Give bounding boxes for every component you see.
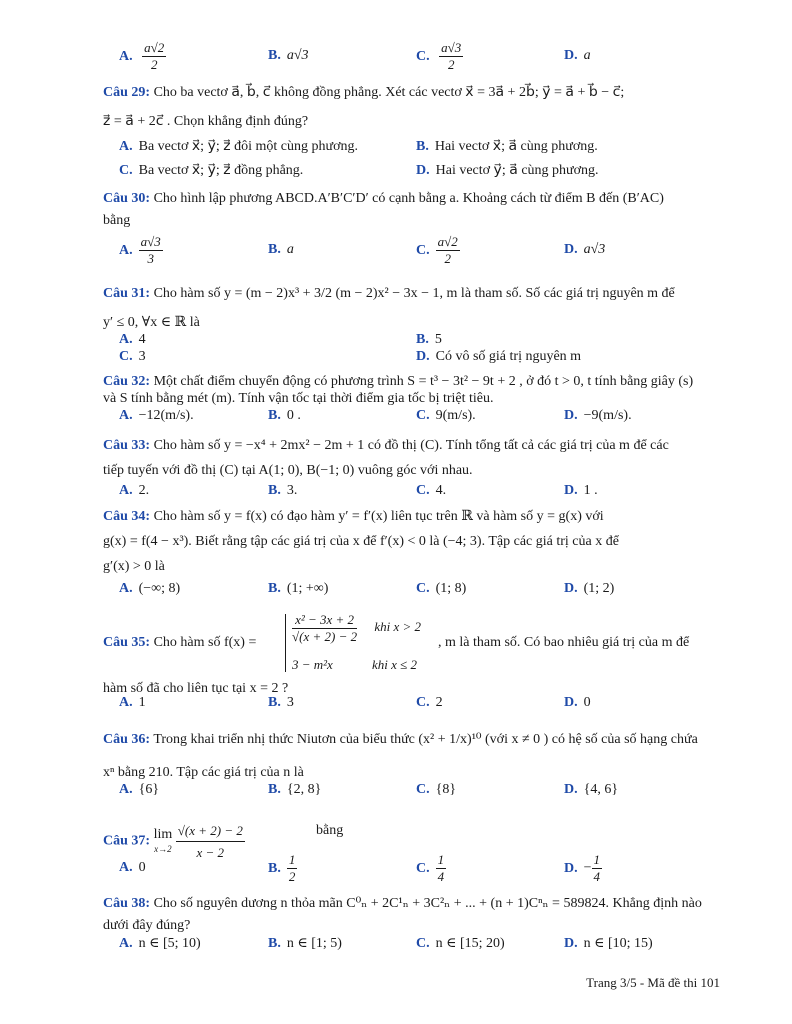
option-letter: B.	[268, 936, 281, 951]
question-36	[103, 729, 723, 750]
option-text: 0	[583, 695, 591, 710]
question-text: hàm số đã cho liên tục tại x = 2 ?	[103, 681, 289, 696]
question-label: Câu 31:	[103, 286, 151, 301]
option-letter: C.	[416, 782, 430, 797]
option-letter: B.	[268, 860, 281, 876]
option-letter: A.	[119, 408, 133, 423]
q38-option-a	[119, 935, 201, 952]
question-text: Cho số nguyên dương n thỏa mãn C⁰ₙ + 2C¹ₙ + 3C²ₙ + ... + (n + 1)Cⁿₙ = 589824. Khẳng định nào	[153, 896, 702, 911]
question-33-line2	[103, 460, 723, 481]
question-label: Câu 35:	[103, 635, 151, 650]
q28-option-b	[268, 48, 309, 64]
question-text: g(x) = f(4 − x³). Biết rằng tập các giá trị của x để f′(x) < 0 là (−4; 3). Tập các giá trị của x để	[103, 534, 619, 549]
option-text: 2	[435, 695, 443, 710]
option-letter: D.	[416, 349, 430, 364]
option-letter: B.	[268, 483, 281, 498]
option-letter: B.	[268, 48, 281, 63]
question-label: Câu 33:	[103, 438, 151, 453]
option-letter: B.	[416, 139, 429, 154]
option-letter: C.	[119, 349, 133, 364]
question-label: Câu 32:	[103, 374, 151, 389]
question-text: g′(x) > 0 là	[103, 559, 165, 574]
fraction: $\frac{1}{4}$	[437, 852, 445, 884]
question-33	[103, 435, 723, 456]
option-letter: C.	[416, 242, 430, 258]
q32-option-c	[416, 408, 476, 424]
option-text: 2.	[138, 483, 150, 498]
fraction: $\frac{a√2}{2}$	[437, 234, 458, 266]
question-label: Câu 36:	[103, 732, 151, 747]
question-31	[103, 283, 723, 304]
option-text: Ba vectơ x⃗; y⃗; z⃗ đồng phẳng.	[138, 163, 304, 178]
option-text: 0 .	[286, 408, 301, 423]
option-letter: D.	[564, 782, 578, 797]
q28-option-d	[564, 48, 591, 64]
q34-option-c	[416, 581, 466, 597]
question-label: Câu 37:	[103, 833, 151, 849]
q31-option-c	[119, 349, 146, 365]
option-letter: C.	[416, 483, 430, 498]
piecewise-case-1	[292, 612, 421, 645]
option-text: 4.	[435, 483, 447, 498]
q29-option-b	[416, 138, 598, 155]
option-text: 1	[138, 695, 146, 710]
question-37-post	[316, 820, 376, 841]
option-text: n ∈ [10; 15)	[583, 936, 653, 951]
option-text: {2, 8}	[286, 782, 322, 797]
question-34-line3	[103, 556, 723, 577]
option-letter: A.	[119, 581, 133, 596]
option-letter: C.	[416, 581, 430, 596]
option-text: 4	[138, 332, 146, 347]
option-text: Ba vectơ x⃗; y⃗; z⃗ đôi một cùng phương.	[138, 139, 358, 154]
q33-option-d	[564, 483, 598, 499]
q31-option-d	[416, 349, 581, 365]
question-text: , m là tham số. Có bao nhiêu giá trị của m để	[438, 635, 690, 650]
option-text: 3	[138, 349, 146, 364]
option-letter: D.	[564, 860, 578, 876]
q34-option-d	[564, 581, 614, 597]
option-letter: C.	[416, 48, 430, 64]
q32-option-a	[119, 408, 194, 424]
option-text: n ∈ [1; 5)	[286, 936, 342, 951]
q29-option-a	[119, 138, 358, 155]
question-label: Câu 38:	[103, 896, 151, 911]
question-text: dưới đây đúng?	[103, 918, 191, 933]
case-expression: 3 − m²x	[292, 657, 333, 672]
option-letter: B.	[268, 581, 281, 596]
option-letter: A.	[119, 139, 133, 154]
option-text: 3	[286, 695, 294, 710]
q37-option-a	[119, 860, 146, 876]
q37-option-c	[416, 852, 446, 885]
q35-option-d	[564, 695, 591, 711]
option-text: Hai vectơ y⃗; a⃗ cùng phương.	[435, 163, 599, 178]
question-35	[103, 632, 283, 653]
question-text: Cho hình lập phương ABCD.A′B′C′D′ có cạnh bằng a. Khoảng cách từ điểm B đến (B′AC)	[153, 191, 664, 206]
option-text: n ∈ [15; 20)	[435, 936, 505, 951]
option-text: Có vô số giá trị nguyên m	[435, 349, 582, 364]
q31-option-a	[119, 332, 146, 348]
q30-option-c	[416, 234, 460, 267]
q29-option-d	[416, 162, 599, 179]
option-text: 9(m/s).	[435, 408, 476, 423]
case-condition: khi x ≤ 2	[372, 657, 418, 672]
option-text: a√3	[583, 242, 606, 257]
q33-option-c	[416, 483, 446, 499]
question-text: Trong khai triển nhị thức Niutơn của biểu thức (x² + 1/x)¹⁰ (với x ≠ 0 ) có hệ số của số hạng chứa	[153, 732, 698, 747]
q36-option-d	[564, 782, 618, 798]
question-32-line2	[103, 388, 723, 409]
option-letter: D.	[564, 483, 578, 498]
question-text: bằng	[316, 823, 344, 838]
option-text: 1 .	[583, 483, 598, 498]
question-29-line2	[103, 111, 723, 132]
q36-option-c	[416, 782, 456, 798]
option-letter: D.	[564, 242, 578, 257]
q34-option-a	[119, 581, 180, 597]
question-text: Cho hàm số y = −x⁴ + 2mx² − 2m + 1 có đồ thị (C). Tính tổng tất cả các giá trị của m để các	[153, 438, 669, 453]
option-letter: A.	[119, 782, 133, 797]
q30-option-b	[268, 242, 294, 258]
q29-option-c	[119, 162, 303, 179]
option-letter: D.	[416, 163, 430, 178]
question-35-line2	[103, 678, 723, 699]
question-text: z⃗ = a⃗ + 2c⃗ . Chọn khẳng định đúng?	[103, 114, 309, 129]
q38-option-d	[564, 935, 653, 952]
question-label: Câu 34:	[103, 509, 151, 524]
q36-option-a	[119, 782, 159, 798]
question-text: Cho hàm số y = (m − 2)x³ + 3/2 (m − 2)x² − 3x − 1, m là tham số. Số các giá trị nguyên m để	[153, 286, 675, 301]
option-letter: C.	[416, 695, 430, 710]
q32-option-d	[564, 408, 632, 424]
minus-sign: −	[583, 860, 592, 876]
question-34	[103, 506, 723, 527]
question-text: Một chất điểm chuyển động có phương trình S = t³ − 3t² − 9t + 2 , ở đó t > 0, t tính bằng giây (s)	[153, 374, 694, 389]
option-letter: A.	[119, 242, 133, 258]
question-label: Câu 30:	[103, 191, 151, 206]
option-letter: A.	[119, 332, 133, 347]
option-text: {6}	[138, 782, 160, 797]
option-text: {8}	[435, 782, 457, 797]
question-35-post	[438, 632, 723, 653]
option-text: (1; 2)	[583, 581, 615, 596]
fraction: $\frac{1}{4}$	[593, 852, 601, 884]
option-text: 0	[138, 860, 146, 875]
question-38-line2	[103, 915, 723, 936]
q32-option-b	[268, 408, 301, 424]
option-letter: D.	[564, 48, 578, 63]
question-text: Cho hàm số f(x) =	[153, 635, 257, 650]
page-footer: Trang 3/5 - Mã đề thi 101	[586, 975, 720, 990]
q34-option-b	[268, 581, 328, 597]
fraction: $\frac{√(x + 2) - 2}{x - 2}$	[176, 820, 245, 863]
q33-option-b	[268, 483, 297, 499]
piecewise-brace	[285, 614, 292, 672]
option-text: {4, 6}	[583, 782, 619, 797]
q37-option-d	[564, 852, 602, 885]
option-text: (1; +∞)	[286, 581, 329, 596]
q35-option-b	[268, 695, 294, 711]
option-text: −12(m/s).	[138, 408, 194, 423]
q35-option-c	[416, 695, 443, 711]
option-letter: A.	[119, 48, 133, 64]
option-text: a	[583, 48, 591, 63]
option-text: n ∈ [5; 10)	[138, 936, 201, 951]
option-letter: C.	[416, 936, 430, 951]
option-letter: B.	[268, 408, 281, 423]
q30-option-a	[119, 234, 163, 267]
option-letter: D.	[564, 695, 578, 710]
q35-option-a	[119, 695, 146, 711]
option-letter: A.	[119, 860, 133, 875]
option-text: a√3	[286, 48, 309, 63]
option-letter: B.	[416, 332, 429, 347]
q33-option-a	[119, 483, 149, 499]
fraction: $\frac{1}{2}$	[288, 852, 296, 884]
option-letter: B.	[268, 242, 281, 257]
option-letter: D.	[564, 936, 578, 951]
question-34-line2	[103, 531, 723, 552]
q38-option-c	[416, 935, 505, 952]
q30-option-d	[564, 242, 605, 258]
option-text: a	[286, 242, 294, 257]
option-letter: B.	[268, 782, 281, 797]
question-text: Cho hàm số y = f(x) có đạo hàm y′ = f′(x) liên tục trên ℝ và hàm số y = g(x) với	[153, 509, 604, 524]
option-text: 5	[434, 332, 442, 347]
question-text: và S tính bằng mét (m). Tính vận tốc tại thời điểm gia tốc bị triệt tiêu.	[103, 391, 494, 406]
q37-option-b	[268, 852, 297, 885]
question-30-line2	[103, 210, 723, 231]
fraction: $\frac{a√3}{3}$	[140, 234, 161, 266]
option-text: (1; 8)	[435, 581, 467, 596]
question-36-line2	[103, 762, 723, 783]
question-30	[103, 188, 723, 209]
piecewise-case-2	[292, 657, 418, 673]
option-text: 3.	[286, 483, 298, 498]
option-letter: D.	[564, 581, 578, 596]
question-text: Cho ba vectơ a⃗, b⃗, c⃗ không đồng phẳng. Xét các vectơ x⃗ = 3a⃗ + 2b⃗; y⃗ = a⃗ + b⃗ − c⃗;	[153, 85, 625, 100]
option-letter: C.	[416, 860, 430, 876]
question-29	[103, 82, 723, 103]
option-letter: B.	[268, 695, 281, 710]
question-31-line2	[103, 312, 723, 333]
case-condition: khi x > 2	[374, 619, 422, 635]
q36-option-b	[268, 782, 321, 798]
option-letter: D.	[564, 408, 578, 423]
q31-option-b	[416, 332, 442, 348]
question-text: bằng	[103, 213, 131, 228]
fraction: $\frac{a√3}{2}$	[441, 40, 462, 72]
fraction: $\frac{a√2}{2}$	[144, 40, 165, 72]
option-letter: A.	[119, 695, 133, 710]
option-text: Hai vectơ x⃗; a⃗ cùng phương.	[434, 139, 598, 154]
option-letter: C.	[416, 408, 430, 423]
question-text: y′ ≤ 0, ∀x ∈ ℝ là	[103, 315, 200, 330]
option-text: (−∞; 8)	[138, 581, 181, 596]
question-label: Câu 29:	[103, 85, 151, 100]
question-text: xⁿ bằng 210. Tập các giá trị của n là	[103, 765, 304, 780]
q28-option-a	[119, 40, 166, 73]
q38-option-b	[268, 935, 342, 952]
limit-operator: lim x→2	[153, 826, 173, 854]
question-38	[103, 893, 723, 914]
option-letter: A.	[119, 483, 133, 498]
option-text: −9(m/s).	[583, 408, 632, 423]
question-text: tiếp tuyến với đồ thị (C) tại A(1; 0), B(−1; 0) vuông góc với nhau.	[103, 463, 473, 478]
q28-option-c	[416, 40, 463, 73]
option-letter: C.	[119, 163, 133, 178]
fraction: $\frac{\text{x² − 3x + 2}}{√(x + 2) - 2}$	[292, 612, 358, 644]
option-letter: A.	[119, 936, 133, 951]
